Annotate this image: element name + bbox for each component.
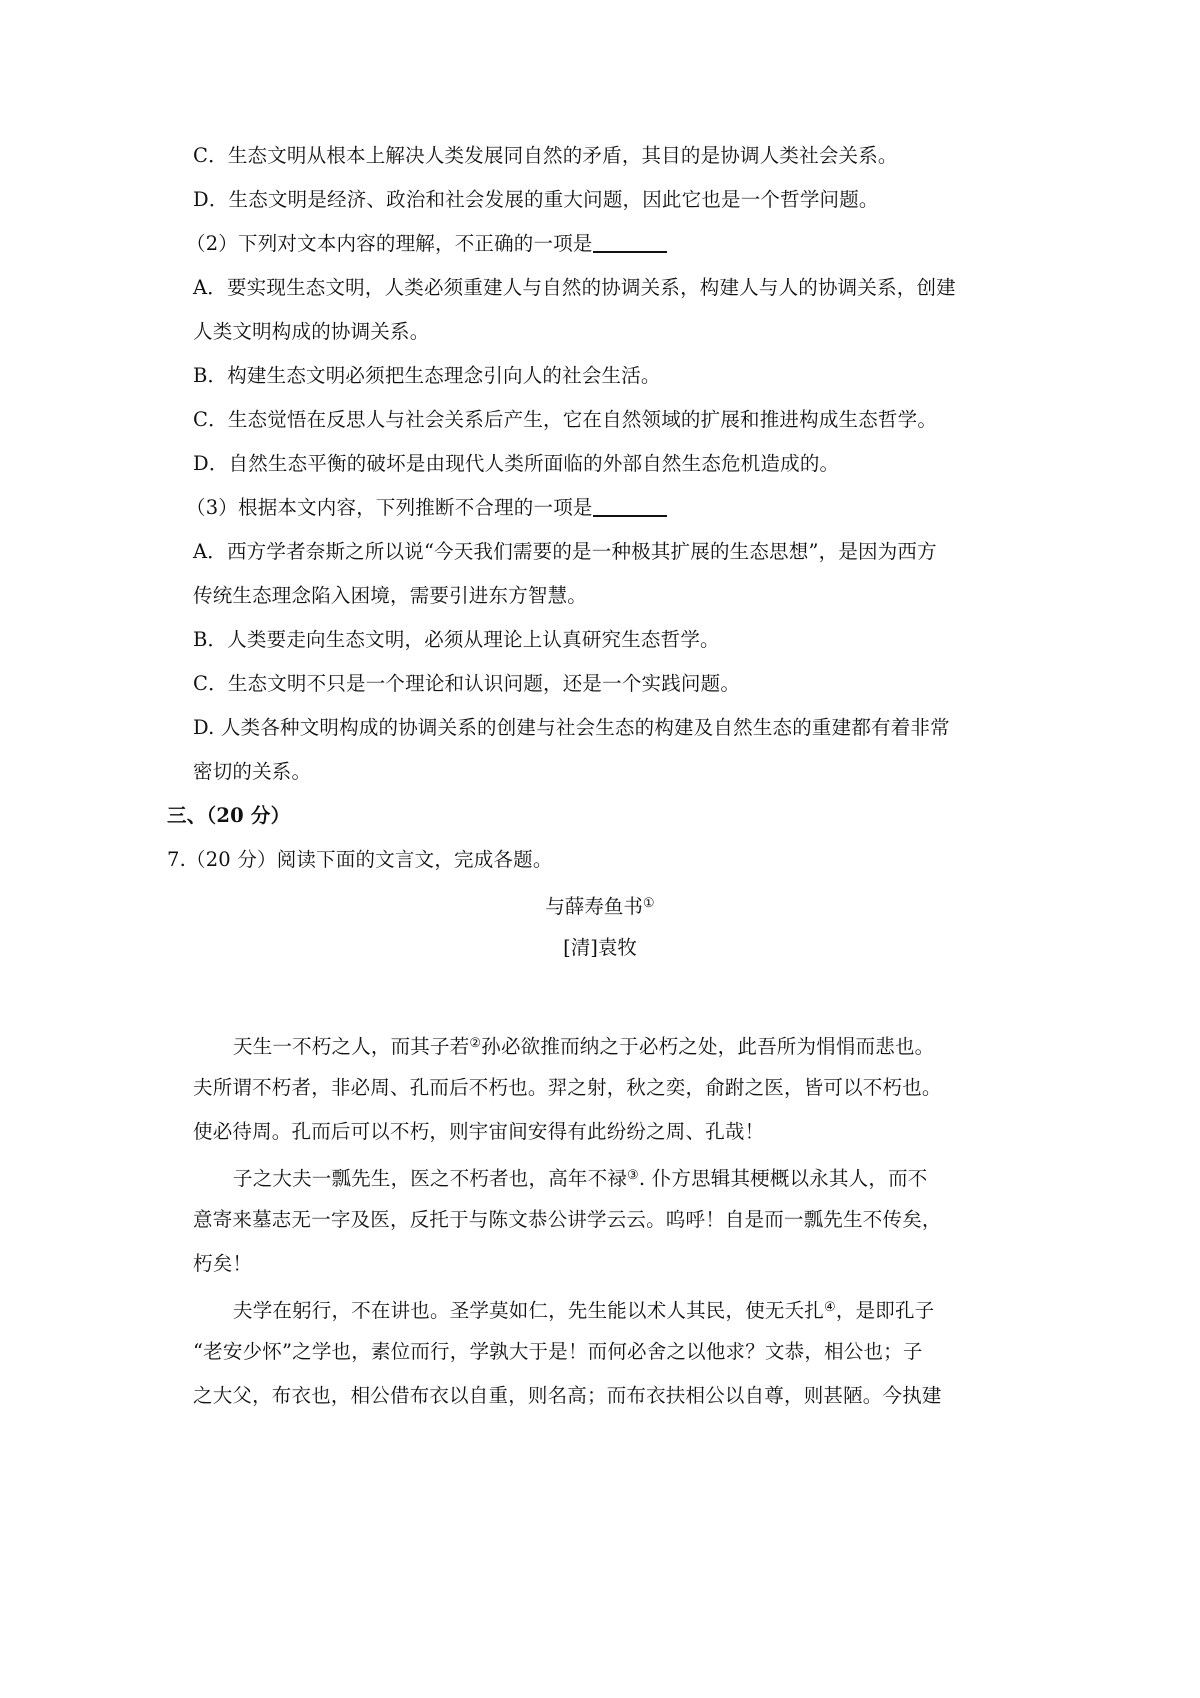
answer-blank [593,495,667,517]
q2-option-a-line1: A．要实现生态文明，人类必须重建人与自然的协调关系，构建人与人的协调关系，创建 [193,276,956,299]
q3-option-a-line2: 传统生态理念陷入困境，需要引进东方智慧。 [193,584,588,607]
passage-p2-line1 [233,1162,927,1193]
q3-option-d-line2: 密切的关系。 [193,760,312,783]
passage-text: 子之大夫一瓢先生，医之不朽者也，高年不禄 [233,1167,628,1190]
passage-title-text: 与薛寿鱼书 [545,895,643,918]
q2-stem-text: （2）下列对文本内容的理解，不正确的一项是 [186,232,593,255]
passage-text: . 仆方思辑其梗概以永其人，而不 [638,1167,928,1190]
passage-p3-line2: “老安少怀”之学也，素位而行，学孰大于是！而何必舍之以他求？文恭，相公也；子 [193,1340,923,1363]
q2-option-d: D．自然生态平衡的破坏是由现代人类所面临的外部自然生态危机造成的。 [193,452,840,475]
passage-text: 夫学在躬行，不在讲也。圣学莫如仁，先生能以术人其民，使无夭扎 [233,1299,825,1322]
q3-stem [186,494,667,522]
answer-blank [593,231,667,253]
q3-option-c: C．生态文明不只是一个理论和认识问题，还是一个实践问题。 [193,672,741,695]
footnote-marker: ② [469,1036,482,1051]
footnote-marker: ③ [627,1168,639,1183]
q7-stem: 7.（20 分）阅读下面的文言文，完成各题。 [167,848,553,871]
passage-title [0,890,1200,921]
q3-option-b: B．人类要走向生态文明，必须从理论上认真研究生态哲学。 [193,628,720,651]
footnote-marker: ④ [824,1300,836,1315]
q2-option-c: C．生态觉悟在反思人与社会关系后产生，它在自然领域的扩展和推进构成生态哲学。 [193,408,938,431]
q2-option-b: B．构建生态文明必须把生态理念引向人的社会生活。 [193,364,661,387]
passage-text: 孙必欲推而纳之于必朽之处，此吾所为悁悁而悲也。 [481,1035,935,1058]
q1-option-d: D．生态文明是经济、政治和社会发展的重大问题，因此它也是一个哲学问题。 [193,188,879,211]
footnote-marker: ① [642,896,655,911]
passage-p1-line2: 夫所谓不朽者，非必周、孔而后不朽也。羿之射，秋之奕，俞跗之医，皆可以不朽也。 [193,1076,942,1099]
passage-p3-line3: 之大父，布衣也，相公借布衣以自重，则名高；而布衣扶相公以自尊，则甚陋。今执建 [193,1384,942,1407]
q1-option-c: C．生态文明从根本上解决人类发展同自然的矛盾，其目的是协调人类社会关系。 [193,144,898,167]
passage-p1-line3: 使必待周。孔而后可以不朽，则宇宙间安得有此纷纷之周、孔哉！ [193,1120,765,1143]
q3-option-a-line1: A．西方学者奈斯之所以说“今天我们需要的是一种极其扩展的生态思想”，是因为西方 [193,540,937,563]
q3-stem-text: （3）根据本文内容，下列推断不合理的一项是 [186,496,593,519]
passage-p2-line3: 朽矣！ [193,1252,253,1275]
passage-p2-line2: 意寄来墓志无一字及医，反托于与陈文恭公讲学云云。呜呼！自是而一瓢先生不传矣， [193,1208,942,1231]
passage-text: 天生一不朽之人，而其子若 [233,1035,470,1058]
passage-author: [清]袁牧 [563,936,637,959]
passage-p1-line1 [233,1030,934,1061]
passage-text: ，是即孔子 [835,1299,935,1322]
q2-stem [186,230,667,258]
q3-option-d-line1: D. 人类各种文明构成的协调关系的创建与社会生态的构建及自然生态的重建都有着非常 [193,716,950,739]
q2-option-a-line2: 人类文明构成的协调关系。 [193,320,430,343]
section-heading: 三、（20 分） [167,804,291,827]
passage-p3-line1 [233,1294,934,1325]
